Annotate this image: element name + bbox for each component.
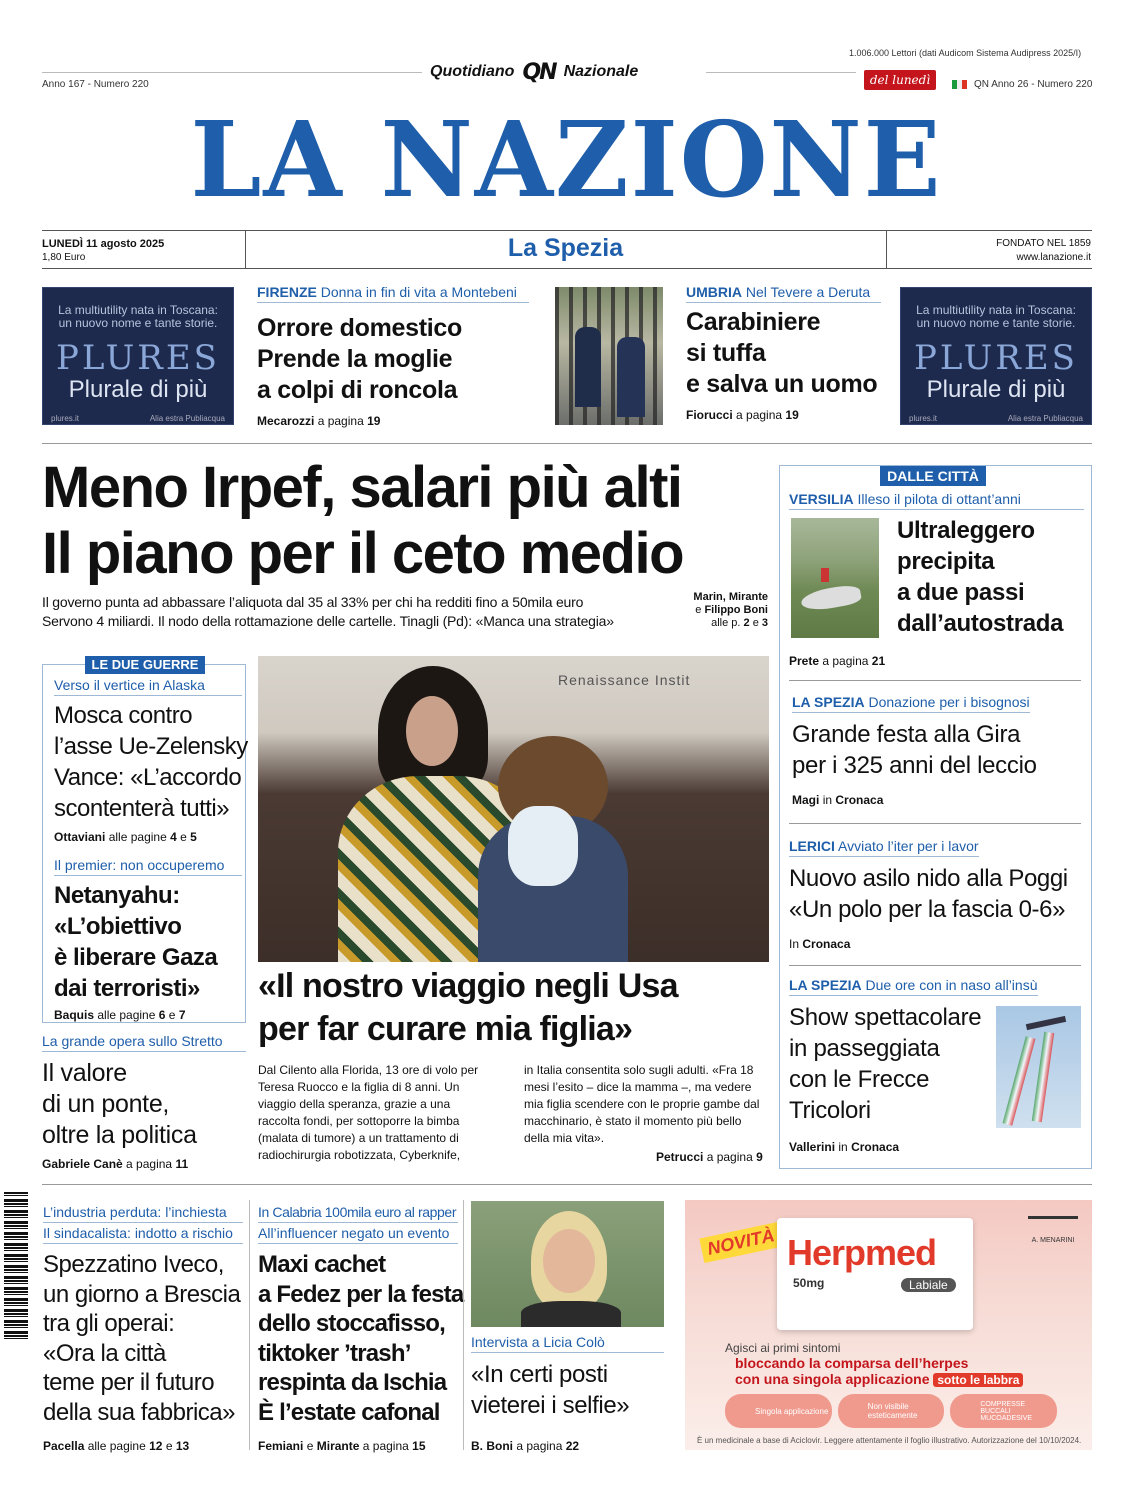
divider [249,1200,250,1450]
ad-line: La multiutility nata in Toscana: [58,303,218,317]
headline-line: a colpi di roncola [257,376,458,404]
feature-pill: Singola applicazione [725,1394,832,1428]
headline-line: Show spettacolare [789,1004,982,1031]
byline-author: Baquis [54,1008,95,1022]
byline-text: e [180,830,187,844]
versilia-headline [897,515,1063,639]
byline-author: Marin, Mirante [693,591,768,603]
headline-line: Mosca contro [54,702,193,729]
byline-page: 5 [190,830,197,844]
article-firenze[interactable] [257,284,529,429]
byline-page: Cronaca [851,1140,900,1154]
dalle-citta-label: DALLE CITTÀ [880,466,986,486]
ad-text: con una singola applicazione [735,1371,930,1387]
article-umbria[interactable] [686,284,881,429]
article-ponte[interactable] [42,1033,246,1171]
byline [258,1439,458,1453]
byline-page: 7 [178,1008,186,1022]
kicker-place: LA SPEZIA [789,977,862,993]
founded-year: FONDATO NEL 1859 [996,238,1091,249]
main-summary [42,593,682,631]
kicker: Verso il vertice in Alaska [54,677,242,696]
byline-author: Ottaviani [54,830,106,844]
article-fedez[interactable] [258,1204,464,1453]
plures-ad-left[interactable] [42,287,234,425]
kicker-place: LERICI [789,838,835,854]
byline-text: e [168,1008,176,1022]
headline [42,1058,246,1151]
main-headline-line: Meno Irpef, salari più alti [42,455,682,520]
plures-ad-right[interactable] [900,287,1092,425]
headline [257,313,529,406]
crash-photo [791,518,879,638]
byline-text: e [752,617,759,629]
feature-pill: COMPRESSE BUCCALI MUCOADESIVE [950,1394,1057,1428]
headline-line: Nuovo asilo nido alla Poggi [789,865,1068,892]
readers-count: 1.006.000 Lettori (dati Audicom Sistema Audipress 2025/I) [849,48,1082,58]
byline-author: Petrucci [656,1150,704,1164]
byline-page: 9 [756,1150,763,1164]
headline [54,700,248,824]
headline-line: Grande festa alla Gira [792,721,1021,748]
qn-label-right: Nazionale [563,63,639,80]
headline-line: «Ora la città [43,1339,166,1367]
byline [54,1008,242,1022]
summary-line: Il governo punta ad abbassare l’aliquota dal 35 al 33% per chi ha redditi fino a 50mila euro [42,594,584,610]
main-headline-line: Il piano per il ceto medio [42,521,683,586]
headline-line: di un ponte, [42,1090,170,1118]
qn-rule-left [42,72,422,73]
qn-label-left: Quotidiano [430,63,515,80]
ad-partners: Alia estra Publiacqua [149,414,225,423]
headline-line: respinta da Ischia [258,1369,447,1396]
kicker [789,838,979,857]
headline-line: teme per il futuro [43,1369,215,1396]
headline [686,307,881,400]
carabinieri-photo [555,287,663,425]
headline-line: «L’obiettivo [54,913,182,940]
byline-text: in [838,1140,848,1154]
headline-line: scontenterà tutti» [54,795,230,822]
byline-page: 21 [871,654,886,668]
headline-line: dai terroristi» [54,975,200,1002]
kicker: Il sindacalista: indotto a rischio [43,1225,243,1244]
ad-partners: Alia estra Publiacqua [1007,414,1083,423]
headline-line: Netanyahu: [54,882,180,909]
byline-author: B. Boni [471,1439,513,1453]
website-link[interactable]: www.lanazione.it [1016,252,1091,263]
headline-line: Maxi cachet [258,1251,386,1278]
edition-name: La Spezia [507,234,624,262]
byline-author: Magi [792,793,820,807]
byline [789,937,1084,951]
kicker-text: Avviato l’iter per i lavor [838,838,979,854]
headline-line: vieterei i selfie» [471,1392,630,1419]
headline-line: «Un polo per la fascia 0-6» [789,896,1066,923]
headline [258,1250,464,1427]
article-versilia[interactable] [789,491,1084,510]
headline-line: l’asse Ue-Zelensky [54,733,248,760]
headline-line: Il valore [42,1059,127,1087]
byline [656,1150,763,1164]
kicker-place: VERSILIA [789,491,854,507]
byline [43,1439,243,1453]
byline-page: 19 [367,414,381,428]
kicker-text: Illeso il pilota di ottant’anni [857,491,1021,507]
byline-text: a pagina [317,414,364,428]
center-headline[interactable] [258,965,773,1051]
product-box [777,1218,973,1330]
headline-line: Spezzatino Iveco, [43,1251,224,1278]
article-iveco[interactable] [43,1204,243,1453]
byline-text: alle pagine [97,1008,156,1022]
newspaper-title: LA NAZIONE [190,98,943,221]
headline [43,1250,243,1427]
byline-page: Cronaca [835,793,884,807]
byline [54,830,242,844]
byline [686,408,881,422]
headline-line: dello stoccafisso, [258,1310,445,1337]
barcode [4,1192,28,1342]
byline [789,654,885,668]
novita-badge: NOVITÀ [699,1222,782,1263]
headline-line: «Il nostro viaggio negli Usa [258,967,678,1005]
ad-text: la comparsa dell’herpes [808,1355,969,1371]
divider [886,230,887,268]
byline-text: a pagina [126,1157,173,1171]
issue-price: 1,80 Euro [42,252,86,263]
byline-author: Vallerini [789,1140,836,1154]
ad-brand: PLURES [56,338,220,378]
italian-flag-icon [952,80,967,89]
headline-line: a Fedez per la festa [258,1280,464,1308]
headline [789,863,1084,925]
kicker: La grande opera sullo Stretto [42,1033,246,1052]
issue-number-right: QN Anno 26 - Numero 220 [974,79,1093,90]
byline-text: alle pagine [108,830,167,844]
licia-colo-photo [471,1201,664,1327]
byline-text: in [822,793,833,807]
mother-daughter-photo [258,656,769,962]
byline-author: Prete [789,654,820,668]
kicker-place: FIRENZE [257,284,317,300]
headline-line: per i 325 anni del leccio [792,752,1037,779]
byline-page: 22 [565,1439,580,1453]
feature-pill: Non visibile esteticamente [838,1394,945,1428]
byline-text: a pagina [516,1439,563,1453]
product-sub: Labiale [901,1278,956,1292]
byline-author: Mecarozzi [257,414,315,428]
summary-line: Servono 4 miliardi. Il nodo della rottamazione delle cartelle. Tinagli (Pd): «Manca una strategia» [42,613,614,629]
headline-line: tra gli operai: [43,1310,175,1337]
main-byline [660,591,768,630]
headline-line: tiktoker ’trash’ [258,1339,411,1367]
byline-page: 11 [175,1157,189,1171]
byline-author: Fiorucci [686,408,733,422]
byline [257,414,529,428]
byline [792,793,1082,807]
byline-page: 4 [170,830,177,844]
kicker: Intervista a Licia Colò [471,1334,664,1353]
article-colo[interactable] [471,1334,664,1453]
issue-number-left: Anno 167 - Numero 220 [42,79,149,90]
kicker-text: Nel Tevere a Deruta [745,284,871,300]
kicker [789,977,1038,996]
headline [792,719,1082,781]
feature-row [725,1394,1057,1428]
byline [42,1157,246,1171]
byline-author: Femiani [258,1439,304,1453]
headline-line: Ultraleggero [897,517,1035,544]
headline-line: è liberare Gaza [54,944,218,971]
ad-line [735,1355,968,1371]
kicker-text: Due ore con in naso all’insù [865,977,1038,993]
article-lerici[interactable] [789,838,1084,951]
byline-page: 2 [743,617,750,629]
headline-line: oltre la politica [42,1121,197,1149]
byline-page: 13 [175,1439,190,1453]
headline-line: per far curare mia figlia» [258,1010,633,1048]
photo-sign: Renaissance Instit [558,672,691,688]
byline-author: Gabriele Canè [42,1157,123,1171]
headline-line: precipita [897,548,995,575]
headline [54,880,242,1004]
byline-page: 15 [412,1439,426,1453]
kicker-text: Donazione per i bisognosi [868,694,1030,710]
kicker [789,491,1084,510]
byline-page: 6 [158,1008,166,1022]
article-alaska[interactable] [54,677,248,844]
headline-line: in passeggiata [789,1035,940,1062]
center-body-col2: in Italia consentita solo sugli adulti. «Fra 18 mesi l’esito – dice la mamma –, ma vedere mia figlia scendere con le proprie gambe dal macchinario, è stato il momento più bello della mia vita». [524,1063,760,1145]
headline-line: «In certi posti [471,1361,608,1388]
byline-page: 19 [785,408,799,422]
ad-line [735,1371,1023,1387]
ad-legal: È un medicinale a base di Aciclovir. Leggere attentamente il foglio illustrativo. Autorizzazione del 10/10/2024. [697,1436,1082,1445]
ad-brand: PLURES [914,338,1078,378]
headline-line: Prende la moglie [257,345,453,373]
ad-slogan: Plurale di più [68,376,208,403]
due-guerre-label: LE DUE GUERRE [85,656,205,674]
byline-text: e [165,1439,173,1453]
byline-author: Pacella [43,1439,85,1453]
byline [471,1439,664,1453]
article-netanyahu[interactable] [54,857,242,1022]
byline-text: e [306,1439,314,1453]
ad-slogan: Plurale di più [926,376,1066,403]
byline-page: 3 [761,617,768,629]
ad-highlight: sotto le labbra [933,1373,1023,1387]
byline-text: e [695,604,702,616]
byline [789,1140,1084,1154]
byline-text: In [789,937,800,951]
byline-text: a pagina [736,408,783,422]
headline-line: dall’autostrada [897,610,1064,637]
ad-highlight: bloccando [735,1355,806,1371]
kicker [257,284,529,303]
byline-page: Cronaca [802,937,851,951]
byline-author: Filippo Boni [704,604,768,616]
ad-site: plures.it [51,414,80,423]
headline-line: Orrore domestico [257,314,462,342]
byline-text: alle p. [711,617,741,629]
kicker [792,694,1030,713]
herpmed-ad[interactable] [685,1200,1092,1450]
headline-line: si tuffa [686,339,766,367]
qn-rule-right [706,72,856,73]
headline-line: con le Frecce [789,1066,930,1093]
kicker: In Calabria 100mila euro al rapper [258,1204,458,1223]
divider [463,1200,464,1450]
byline-text: a pagina [362,1439,409,1453]
product-dose: 50mg [793,1276,825,1290]
menarini-logo: A. MENARINI [1028,1216,1078,1244]
issue-date: LUNEDÌ 11 agosto 2025 [42,238,165,250]
main-headline[interactable] [42,455,772,587]
byline-text: a pagina [822,654,869,668]
ad-site: plures.it [909,414,938,423]
kicker [686,284,881,303]
headline-line: a due passi [897,579,1025,606]
byline-author: Mirante [316,1439,360,1453]
ad-line: un nuovo nome e tante storie. [916,316,1076,330]
headline-line: È l’estate cafonal [258,1398,440,1426]
byline-text: a pagina [706,1150,753,1164]
kicker: Il premier: non occuperemo [54,857,242,876]
headline-line: Carabiniere [686,308,821,336]
byline-text: alle pagine [87,1439,146,1453]
kicker: L’industria perduta: l’inchiesta [43,1204,243,1223]
qn-banner [430,60,700,84]
del-lunedi-badge: del lunedì [864,70,936,90]
center-body-col1: Dal Cilento alla Florida, 13 ore di volo per Teresa Ruocco e la figlia di 8 anni. Un viaggio della speranza, grazie a una raccolta fondi, per sottoporre la bimba (malata di tumore) a un trattamento di radiochirurgia robotizzata, Cyberknife, [258,1063,479,1162]
headline-line: Tricolori [789,1097,871,1124]
headline-line: Vance: «L’accordo [54,764,242,791]
headline-line: un giorno a Brescia [43,1280,241,1308]
frecce-photo [996,1006,1081,1128]
headline-line: e salva un uomo [686,370,878,398]
headline-line: della sua fabbrica» [43,1398,235,1426]
product-brand: Herpmed [787,1232,937,1273]
kicker-text: Donna in fin di vita a Montebeni [320,284,517,300]
ad-line: un nuovo nome e tante storie. [58,316,218,330]
kicker-place: LA SPEZIA [792,694,865,710]
byline-page: 12 [149,1439,163,1453]
article-gira[interactable] [792,694,1082,807]
ad-line: La multiutility nata in Toscana: [916,303,1076,317]
ad-line: Agisci ai primi sintomi [725,1341,841,1355]
headline [471,1359,664,1421]
kicker: All’influencer negato un evento [258,1225,458,1244]
qn-logo: QN [522,59,556,85]
kicker-place: UMBRIA [686,284,742,300]
